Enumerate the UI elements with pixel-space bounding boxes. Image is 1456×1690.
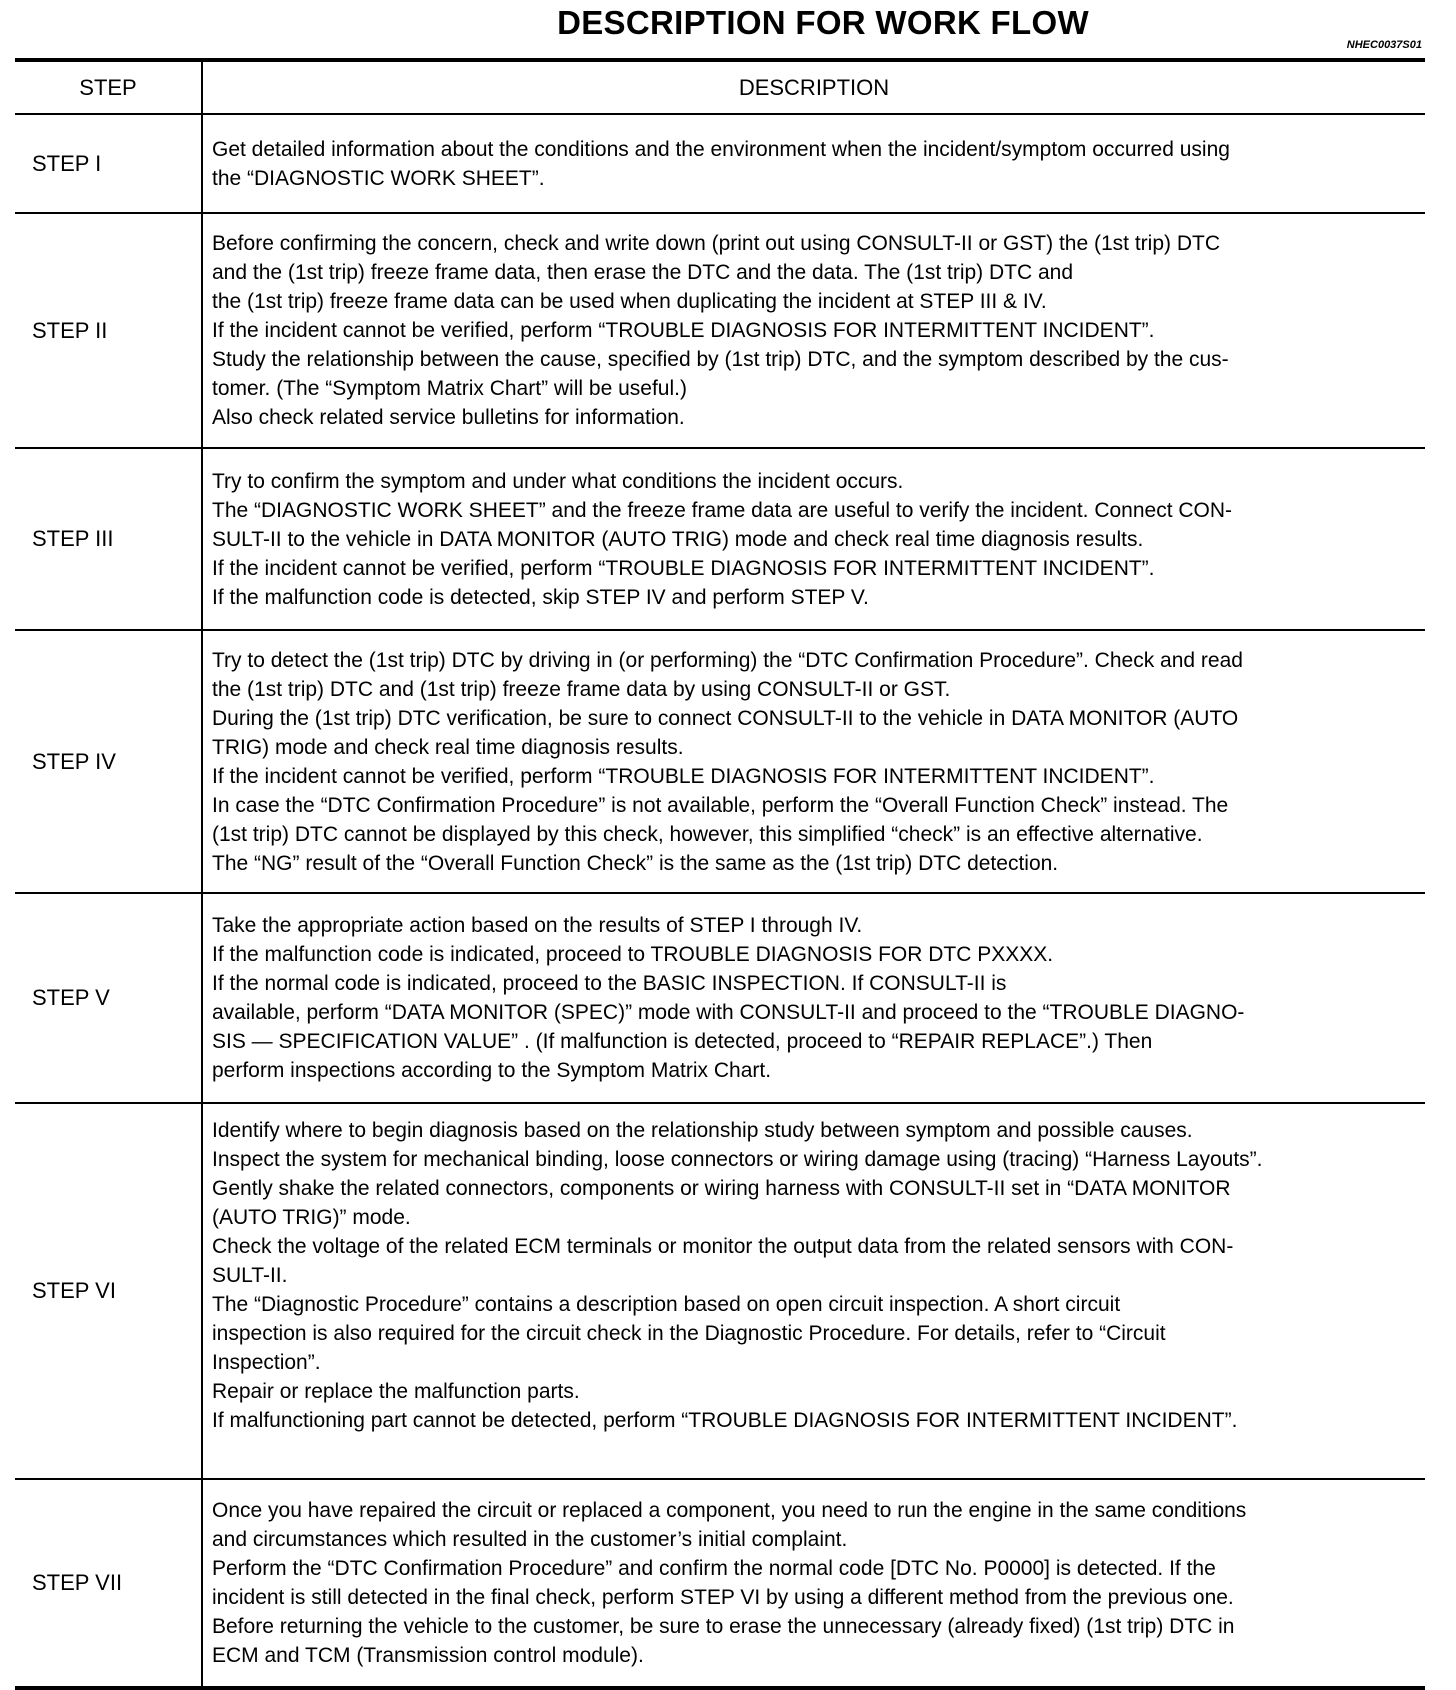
description-line: If the incident cannot be verified, perform “TROUBLE DIAGNOSIS FOR INTERMITTENT INCIDENT”. — [212, 764, 1155, 788]
description-line: If the incident cannot be verified, perform “TROUBLE DIAGNOSIS FOR INTERMITTENT INCIDENT”. — [212, 556, 1155, 580]
description-line: If the malfunction code is indicated, proceed to TROUBLE DIAGNOSIS FOR DTC PXXXX. — [212, 943, 1054, 966]
description-line: If the incident cannot be verified, perform “TROUBLE DIAGNOSIS FOR INTERMITTENT INCIDENT”. — [212, 319, 1155, 342]
step-description — [202, 893, 1425, 1103]
step-label: STEP II — [15, 213, 202, 448]
step-label: STEP VI — [15, 1103, 202, 1479]
description-line: incident is still detected in the final check, perform STEP VI by using a different method from the previous one. — [212, 1586, 1234, 1609]
description-line: and the (1st trip) freeze frame data, then erase the DTC and the data. The (1st trip) DTC and — [212, 261, 1074, 284]
table-row — [15, 630, 1425, 893]
step-label: STEP VII — [15, 1479, 202, 1688]
description-line: Take the appropriate action based on the results of STEP I through IV. — [212, 914, 863, 937]
table-row — [15, 1479, 1425, 1688]
header-description: DESCRIPTION — [202, 60, 1425, 114]
table-row — [15, 448, 1425, 630]
description-line: TRIG) mode and check real time diagnosis results. — [212, 735, 684, 759]
description-line: (1st trip) DTC cannot be displayed by this check, however, this simplified “check” is an effective alternative. — [212, 822, 1203, 846]
description-line: If the malfunction code is detected, skip STEP IV and perform STEP V. — [212, 585, 869, 609]
description-line: Check the voltage of the related ECM terminals or monitor the output data from the related sensors with CON- — [212, 1235, 1234, 1258]
description-line: (AUTO TRIG)” mode. — [212, 1206, 411, 1229]
description-line: Try to confirm the symptom and under what conditions the incident occurs. — [212, 469, 904, 493]
description-line: Inspect the system for mechanical binding, loose connectors or wiring damage using (tracing) “Harness Layouts”. — [212, 1148, 1263, 1171]
description-line: Inspection”. — [212, 1351, 321, 1374]
description-line: Before returning the vehicle to the customer, be sure to erase the unnecessary (already fixed) (1st trip) DTC in — [212, 1615, 1235, 1638]
table-row — [15, 213, 1425, 448]
document-code: NHEC0037S01 — [1346, 39, 1422, 51]
description-line: Once you have repaired the circuit or replaced a component, you need to run the engine in the same conditions — [212, 1499, 1247, 1522]
step-description — [202, 213, 1425, 448]
step-label: STEP IV — [15, 630, 202, 893]
description-line: Before confirming the concern, check and write down (print out using CONSULT-II or GST) the (1st trip) DTC — [212, 232, 1220, 255]
description-line: SULT-II. — [212, 1264, 288, 1287]
description-line: Repair or replace the malfunction parts. — [212, 1380, 580, 1403]
description-line: Study the relationship between the cause, specified by (1st trip) DTC, and the symptom described by the cus- — [212, 348, 1229, 371]
step-description — [202, 114, 1425, 213]
step-description — [202, 1479, 1425, 1688]
description-line: Try to detect the (1st trip) DTC by driving in (or performing) the “DTC Confirmation Procedure”. Check and read — [212, 648, 1243, 672]
description-line: If malfunctioning part cannot be detected, perform “TROUBLE DIAGNOSIS FOR INTERMITTENT INCIDENT”. — [212, 1409, 1238, 1432]
step-description — [202, 448, 1425, 630]
description-line: ECM and TCM (Transmission control module). — [212, 1644, 644, 1667]
description-line: SIS — SPECIFICATION VALUE” . (If malfunction is detected, proceed to “REPAIR REPLACE”.) Then — [212, 1030, 1153, 1053]
description-line: SULT-II to the vehicle in DATA MONITOR (AUTO TRIG) mode and check real time diagnosis results. — [212, 527, 1144, 551]
description-line: During the (1st trip) DTC verification, be sure to connect CONSULT-II to the vehicle in DATA MONITOR (AUTO — [212, 706, 1239, 730]
description-line: Also check related service bulletins for information. — [212, 406, 685, 429]
description-line: and circumstances which resulted in the customer’s initial complaint. — [212, 1528, 848, 1551]
description-line: The “Diagnostic Procedure” contains a description based on open circuit inspection. A short circuit — [212, 1293, 1121, 1316]
step-label: STEP I — [15, 114, 202, 213]
description-line: available, perform “DATA MONITOR (SPEC)” mode with CONSULT-II and proceed to the “TROUBLE DIAGNO- — [212, 1001, 1245, 1024]
description-line: tomer. (The “Symptom Matrix Chart” will be useful.) — [212, 377, 687, 400]
step-label: STEP V — [15, 893, 202, 1103]
description-line: In case the “DTC Confirmation Procedure” is not available, perform the “Overall Function Check” instead. The — [212, 793, 1229, 817]
table-header-row — [15, 60, 1425, 114]
description-line: Perform the “DTC Confirmation Procedure” and confirm the normal code [DTC No. P0000] is detected. If the — [212, 1557, 1216, 1580]
table-row — [15, 114, 1425, 213]
description-line: the (1st trip) freeze frame data can be used when duplicating the incident at STEP III & IV. — [212, 290, 1047, 313]
description-line: The “DIAGNOSTIC WORK SHEET” and the freeze frame data are useful to verify the incident. Connect CON- — [212, 498, 1233, 522]
step-description — [202, 1103, 1425, 1479]
header-step: STEP — [15, 60, 202, 114]
description-line: the “DIAGNOSTIC WORK SHEET”. — [212, 166, 545, 190]
description-line: perform inspections according to the Symptom Matrix Chart. — [212, 1059, 772, 1082]
page-title: DESCRIPTION FOR WORK FLOW — [557, 4, 1089, 41]
description-line: the (1st trip) DTC and (1st trip) freeze frame data by using CONSULT-II or GST. — [212, 677, 951, 701]
step-label: STEP III — [15, 448, 202, 630]
description-line: Gently shake the related connectors, components or wiring harness with CONSULT-II set in “DATA MONITOR — [212, 1177, 1231, 1200]
description-line: The “NG” result of the “Overall Function Check” is the same as the (1st trip) DTC detection. — [212, 851, 1059, 875]
table-row — [15, 893, 1425, 1103]
work-flow-table — [15, 58, 1425, 1690]
step-description — [202, 630, 1425, 893]
table-row — [15, 1103, 1425, 1479]
description-line: If the normal code is indicated, proceed to the BASIC INSPECTION. If CONSULT-II is — [212, 972, 1007, 995]
description-line: Get detailed information about the conditions and the environment when the incident/symptom occurred using — [212, 137, 1230, 161]
description-line: Identify where to begin diagnosis based on the relationship study between symptom and possible causes. — [212, 1119, 1193, 1142]
description-line: inspection is also required for the circuit check in the Diagnostic Procedure. For details, refer to “Circuit — [212, 1322, 1166, 1345]
